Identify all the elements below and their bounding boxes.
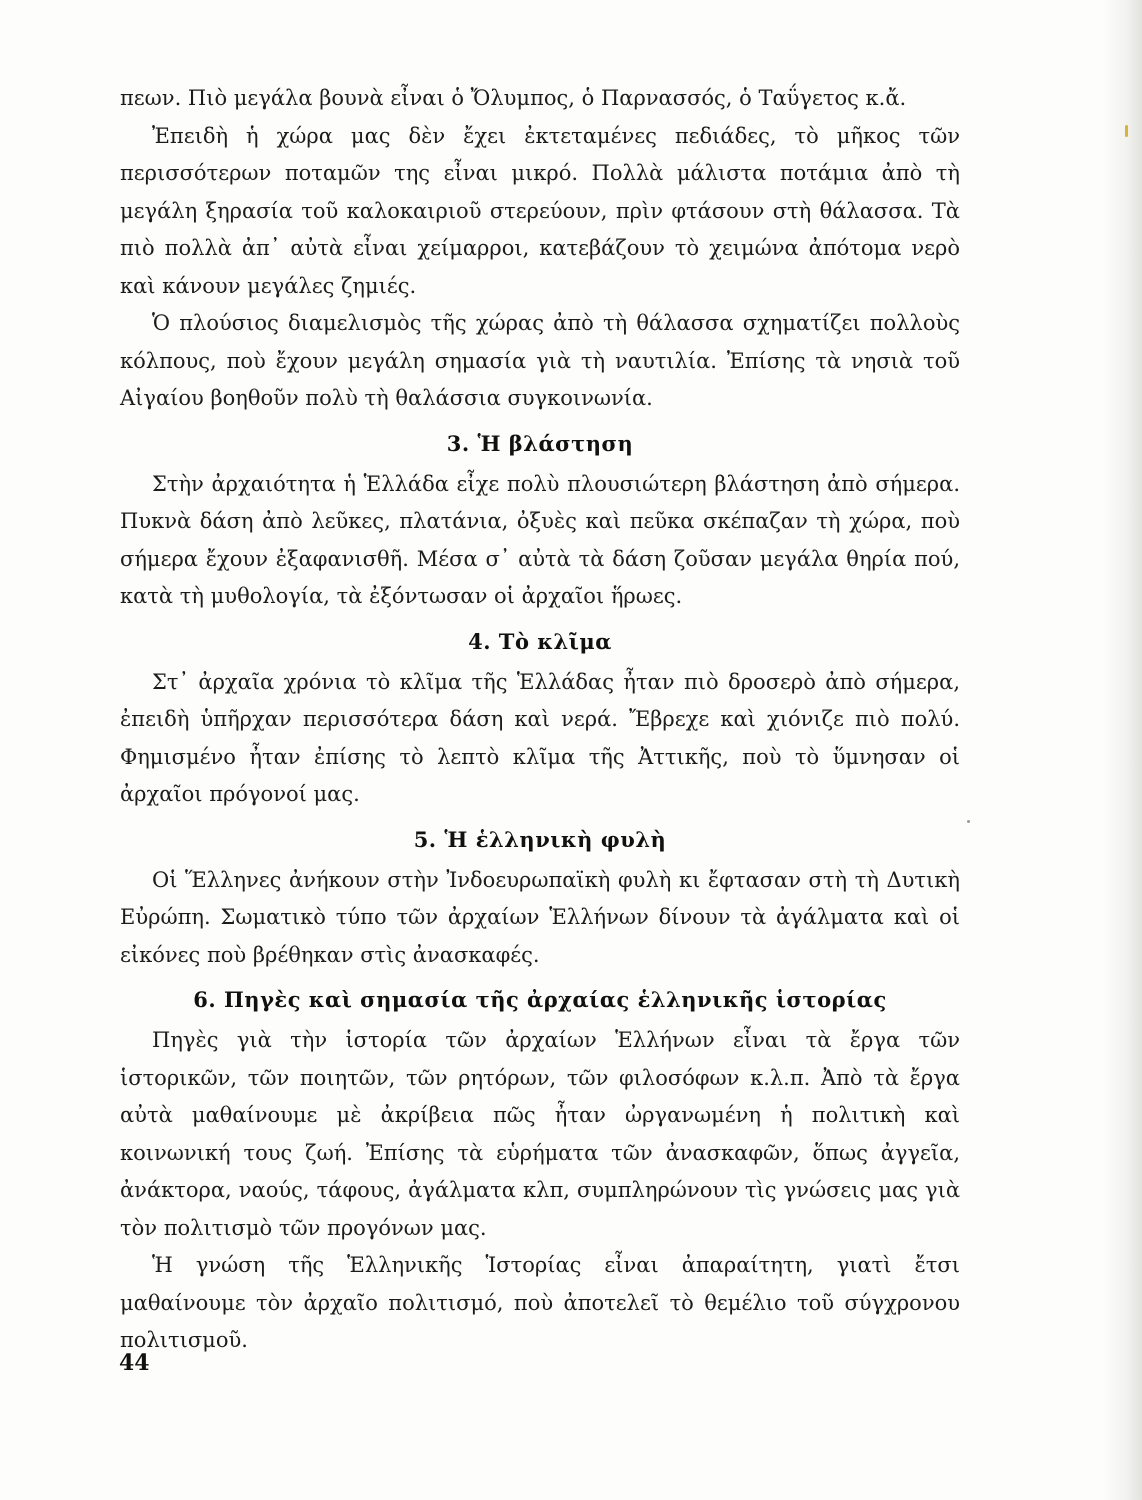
heading-climate: 4. Τὸ κλῖμα <box>468 628 612 654</box>
paragraph-importance: Ἡ γνώση τῆς Ἑλληνικῆς Ἱστορίας εἶναι ἀπαραίτητη, γιατὶ ἔτσι μαθαίνουμε τὸν ἀρχαῖο πολιτισμό, ποὺ ἀποτελεῖ τὸ θεμέλιο τοῦ σύγχρονου πολιτισμοῦ. <box>120 1253 960 1352</box>
paragraph-rivers: Ἐπειδὴ ἡ χώρα μας δὲν ἔχει ἐκτεταμένες πεδιάδες, τὸ μῆκος τῶν περισσότερων ποταμῶν της εἶναι μικρό. Πολλὰ μάλιστα ποτάμια ἀπὸ τὴ μεγάλη ξηρασία τοῦ καλοκαιριοῦ στερεύουν, πρὶν φτάσουν στὴ θάλασσα. Τὰ πιὸ πολλὰ ἀπ᾿ αὐτὰ εἶναι χείμαρροι, κατεβάζουν τὸ χειμώνα ἀπότομα νερὸ καὶ κάνουν μεγάλες ζημιές. <box>120 123 960 298</box>
heading-greek-race: 5. Ἡ ἑλληνικὴ φυλὴ <box>413 826 667 852</box>
text-column <box>120 80 960 1360</box>
paragraph-greek-race: Οἱ Ἕλληνες ἀνήκουν στὴν Ἰνδοευρωπαϊκὴ φυλὴ κι ἔφτασαν στὴ τὴ Δυτικὴ Εὐρώπη. Σωματικὸ τύπο τῶν ἀρχαίων Ἑλλήνων δίνουν τὰ ἀγάλματα καὶ οἱ εἰκόνες ποὺ βρέθηκαν στὶς ἀνασκαφές. <box>120 867 960 967</box>
paragraph-climate: Στ᾿ ἀρχαῖα χρόνια τὸ κλῖμα τῆς Ἑλλάδας ἦταν πιὸ δροσερὸ ἀπὸ σήμερα, ἐπειδὴ ὑπῆρχαν περισσότερα δάση καὶ νερά. Ἔβρεχε καὶ χιόνιζε πιὸ πολύ. Φημισμένο ἦταν ἐπίσης τὸ λεπτὸ κλῖμα τῆς Ἀττικῆς, ποὺ τὸ ὕμνησαν οἱ ἀρχαῖοι πρόγονοί μας. <box>120 669 960 806</box>
heading-sources: 6. Πηγὲς καὶ σημασία τῆς ἀρχαίας ἑλληνικῆς ἱστορίας <box>193 987 887 1012</box>
paper-speck <box>967 820 970 823</box>
paragraph-vegetation: Στὴν ἀρχαιότητα ἡ Ἑλλάδα εἶχε πολὺ πλουσιώτερη βλάστηση ἀπὸ σήμερα. Πυκνὰ δάση ἀπὸ λεῦκες, πλατάνια, ὀξυὲς καὶ πεῦκα σκέπαζαν τὴ χώρα, ποὺ σήμερα ἔχουν ἐξαφανισθῆ. Μέσα σ᾿ αὐτὰ τὰ δάση ζοῦσαν μεγάλα θηρία πού, κατὰ τὴ μυθολογία, τὰ ἐξόντωσαν οἱ ἀρχαῖοι ἥρωες. <box>120 471 960 608</box>
paragraph-sources: Πηγὲς γιὰ τὴν ἱστορία τῶν ἀρχαίων Ἑλλήνων εἶναι τὰ ἔργα τῶν ἱστορικῶν, τῶν ποιητῶν, τῶν ρητόρων, τῶν φιλοσόφων κ.λ.π. Ἀπὸ τὰ ἔργα αὐτὰ μαθαίνουμε μὲ ἀκρίβεια πῶς ἦταν ὠργανωμένη ἡ πολιτικὴ καὶ κοινωνική τους ζωή. Ἐπίσης τὰ εὑρήματα τῶν ἀνασκαφῶν, ὅπως ἀγγεῖα, ἀνάκτορα, ναούς, τάφους, ἀγάλματα κλπ, συμπληρώνουν τὶς γνώσεις μας γιὰ τὸν πολιτισμὸ τῶν προγόνων μας. <box>120 1028 960 1240</box>
paragraph-mountains: πεων. Πιὸ μεγάλα βουνὰ εἶναι ὁ Ὄλυμπος, ὁ Παρνασσός, ὁ Ταΰγετος κ.ἄ. <box>120 86 907 110</box>
binding-shadow <box>1102 0 1142 1500</box>
margin-mark <box>1125 125 1128 137</box>
page-number: 44 <box>119 1350 150 1376</box>
paragraph-coastline: Ὁ πλούσιος διαμελισμὸς τῆς χώρας ἀπὸ τὴ θάλασσα σχηματίζει πολλοὺς κόλπους, ποὺ ἔχουν μεγάλη σημασία γιὰ τὴ ναυτιλία. Ἐπίσης τὰ νησιὰ τοῦ Αἰγαίου βοηθοῦν πολὺ τὴ θαλάσσια συγκοινωνία. <box>120 311 960 410</box>
heading-vegetation: 3. Ἡ βλάστηση <box>446 430 634 456</box>
